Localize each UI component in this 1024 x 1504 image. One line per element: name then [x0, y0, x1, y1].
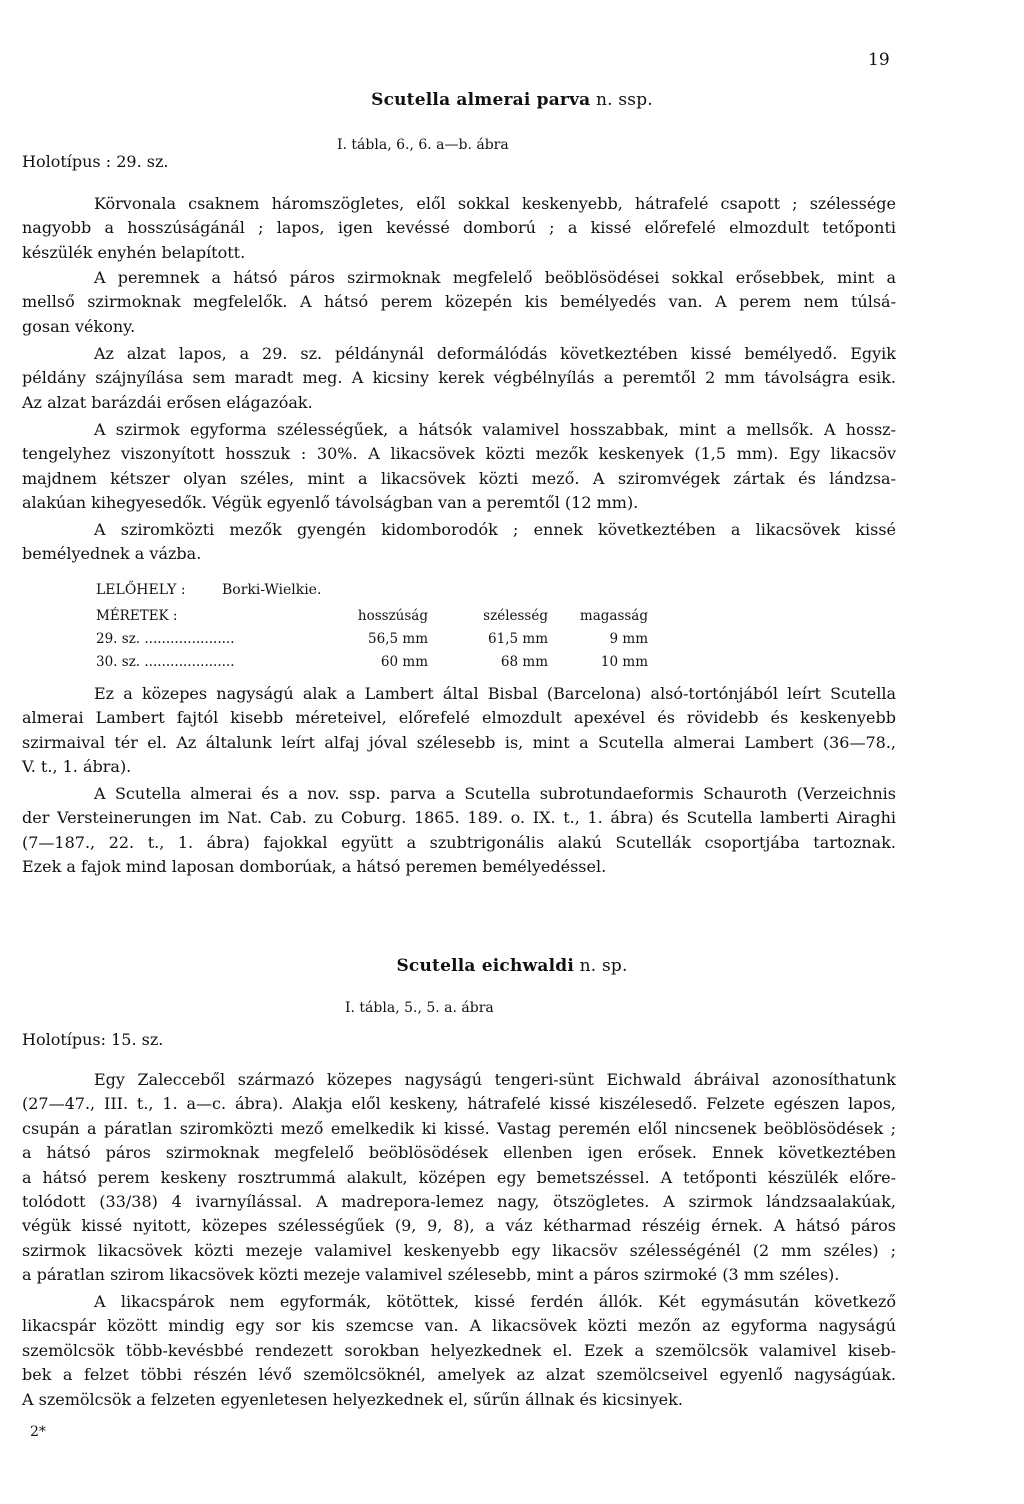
- paragraph-pores: A likacspárok nem egyformák, kötöttek, kissé ferdén állók. Két egymásután következő likacspár között mindig egy sor kis szemcse van. A likacsövek közti mezőn az egyforma nagyságú szemölcsök több-kevésbbé rendezett sorokban helyezkednek el. Ezek a szemölcsök valamivel kiseb- bek a felzet többi részén lévő szemölcsöknél, amelyek az alzat szemölcseivel egyenlő nagyságúak. A szemölcsök a felzeten egyenletesen helyezkednek el, sűrűn állnak és kicsinyek.: [22, 1292, 896, 1409]
- paragraph-petals: A szirmok egyforma szélességűek, a hátsók valamivel hosszabbak, mint a mellsők. A hossz- tengelyhez viszonyított hosszuk : 30%. A likacsövek közti mezők keskenyek (1,5 mm). Egy likacsöv majdnem kétszer olyan széles, mint a likacsövek közti mező. A sziromvégek zártak és lándzsa- alakúan kihegyesedők. Végük egyenlő távolságban van a peremtől (12 mm).: [22, 420, 896, 513]
- holotype-label: Holotípus : 29. sz.: [22, 152, 169, 171]
- holotype-label: Holotípus: 15. sz.: [22, 1030, 164, 1049]
- page-number: 19: [868, 50, 890, 70]
- table-row: 29. sz. ..................... 56,5 mm 61,5 mm 9 mm: [96, 630, 648, 647]
- paragraph-underside: Az alzat lapos, a 29. sz. példánynál deformálódás következtében kissé bemélyedő. Egyik példány szájnyílása sem maradt meg. A kicsiny kerek végbélnyílás a peremtől 2 mm távolságra esik. Az alzat barázdái erősen elágazóak.: [22, 344, 896, 412]
- section-title-eichwaldi: [0, 956, 1024, 976]
- species-name: Scutella almerai parva: [371, 90, 591, 110]
- plate-reference: I. tábla, 6., 6. a—b. ábra: [337, 137, 509, 153]
- paragraph-group: A Scutella almerai és a nov. ssp. parva a Scutella subrotundaeformis Schauroth (Verzeichnis der Versteinerungen im Nat. Cab. zu Coburg. 1865. 189. o. IX. t., 1. ábra) és Scutella lamberti Airaghi (7—187., 22. t., 1. ábra) fajokkal együtt a szubtrigonális alakú Scutellák csoportjába tartoznak. Ezek a fajok mind laposan domborúak, a hátsó peremen bemélyedéssel.: [22, 784, 896, 877]
- table-row: 30. sz. ..................... 60 mm 68 mm 10 mm: [96, 653, 648, 670]
- plate-reference: I. tábla, 5., 5. a. ábra: [345, 1000, 494, 1016]
- paragraph-interpetal: A sziromközti mezők gyengén kidomborodók ; ennek következtében a likacsövek kissé bemélyednek a vázba.: [22, 520, 896, 564]
- paragraph-outline: Körvonala csaknem háromszögletes, elől sokkal keskenyebb, hátrafelé csapott ; szélessége nagyobb a hosszúságánál ; lapos, igen kevéssé domború ; a kissé előrefelé elmozdult tetőponti készülék enyhén belapított.: [22, 194, 896, 262]
- paragraph-margin: A peremnek a hátsó páros szirmoknak megfelelő beöblösödései sokkal erősebbek, mint a mellső szirmoknak megfelelők. A hátsó perem közepén kis bemélyedés van. A perem nem túlsá- gosan vékony.: [22, 268, 896, 336]
- section-title-almerai: [0, 90, 1024, 110]
- measurements-table: [96, 606, 648, 675]
- table-header-row: MÉRETEK : hosszúság szélesség magasság: [96, 607, 648, 624]
- locality-value: Borki-Wielkie.: [222, 582, 322, 598]
- paragraph-comparison: Ez a közepes nagyságú alak a Lambert által Bisbal (Barcelona) alsó-tortónjából leírt Scutella almerai Lambert fajtól kisebb méreteivel, előrefelé elmozdult apexével és rövidebb és keskenyebb szirmaival tér el. Az általunk leírt alfaj jóval szélesebb is, mint a Scutella almerai Lambert (36—78., V. t., 1. ábra).: [22, 684, 896, 777]
- species-name: Scutella eichwaldi: [396, 956, 574, 976]
- locality-label: LELŐHELY :: [96, 582, 186, 598]
- signature-mark: 2*: [30, 1424, 46, 1440]
- paragraph-description: Egy Zalecceből származó közepes nagyságú tengeri-sünt Eichwald ábráival azonosíthatunk (27—47., III. t., 1. a—c. ábra). Alakja elől keskeny, hátrafelé kissé kiszélesedő. Felzete egészen lapos, csupán a páratlan sziromközti mező emelkedik ki kissé. Vastag peremén elől nincsenek beöblösödések ; a hátsó páros szirmoknak megfelelő beöblösödések ellenben igen erősek. Ennek következtében a hátsó perem keskeny rosztrummá alakult, középen egy bemetszéssel. A tetőponti készülék előre- tolódott (33/38) 4 ivarnyílással. A madrepora-lemez nagy, ötszögletes. A szirmok lándzsaalakúak, végük kissé nyitott, közepes szélességűek (9, 9, 8), a váz kétharmad részéig érnek. A hátsó páros szirmok likacsövek közti mezeje valamivel keskenyebb egy likacsöv szélességénél (2 mm széles) ; a páratlan szirom likacsövek közti mezeje valamivel szélesebb, mint a páros szirmoké (3 mm széles).: [22, 1070, 896, 1285]
- species-status: n. sp.: [573, 956, 628, 976]
- species-status: n. ssp.: [590, 90, 653, 110]
